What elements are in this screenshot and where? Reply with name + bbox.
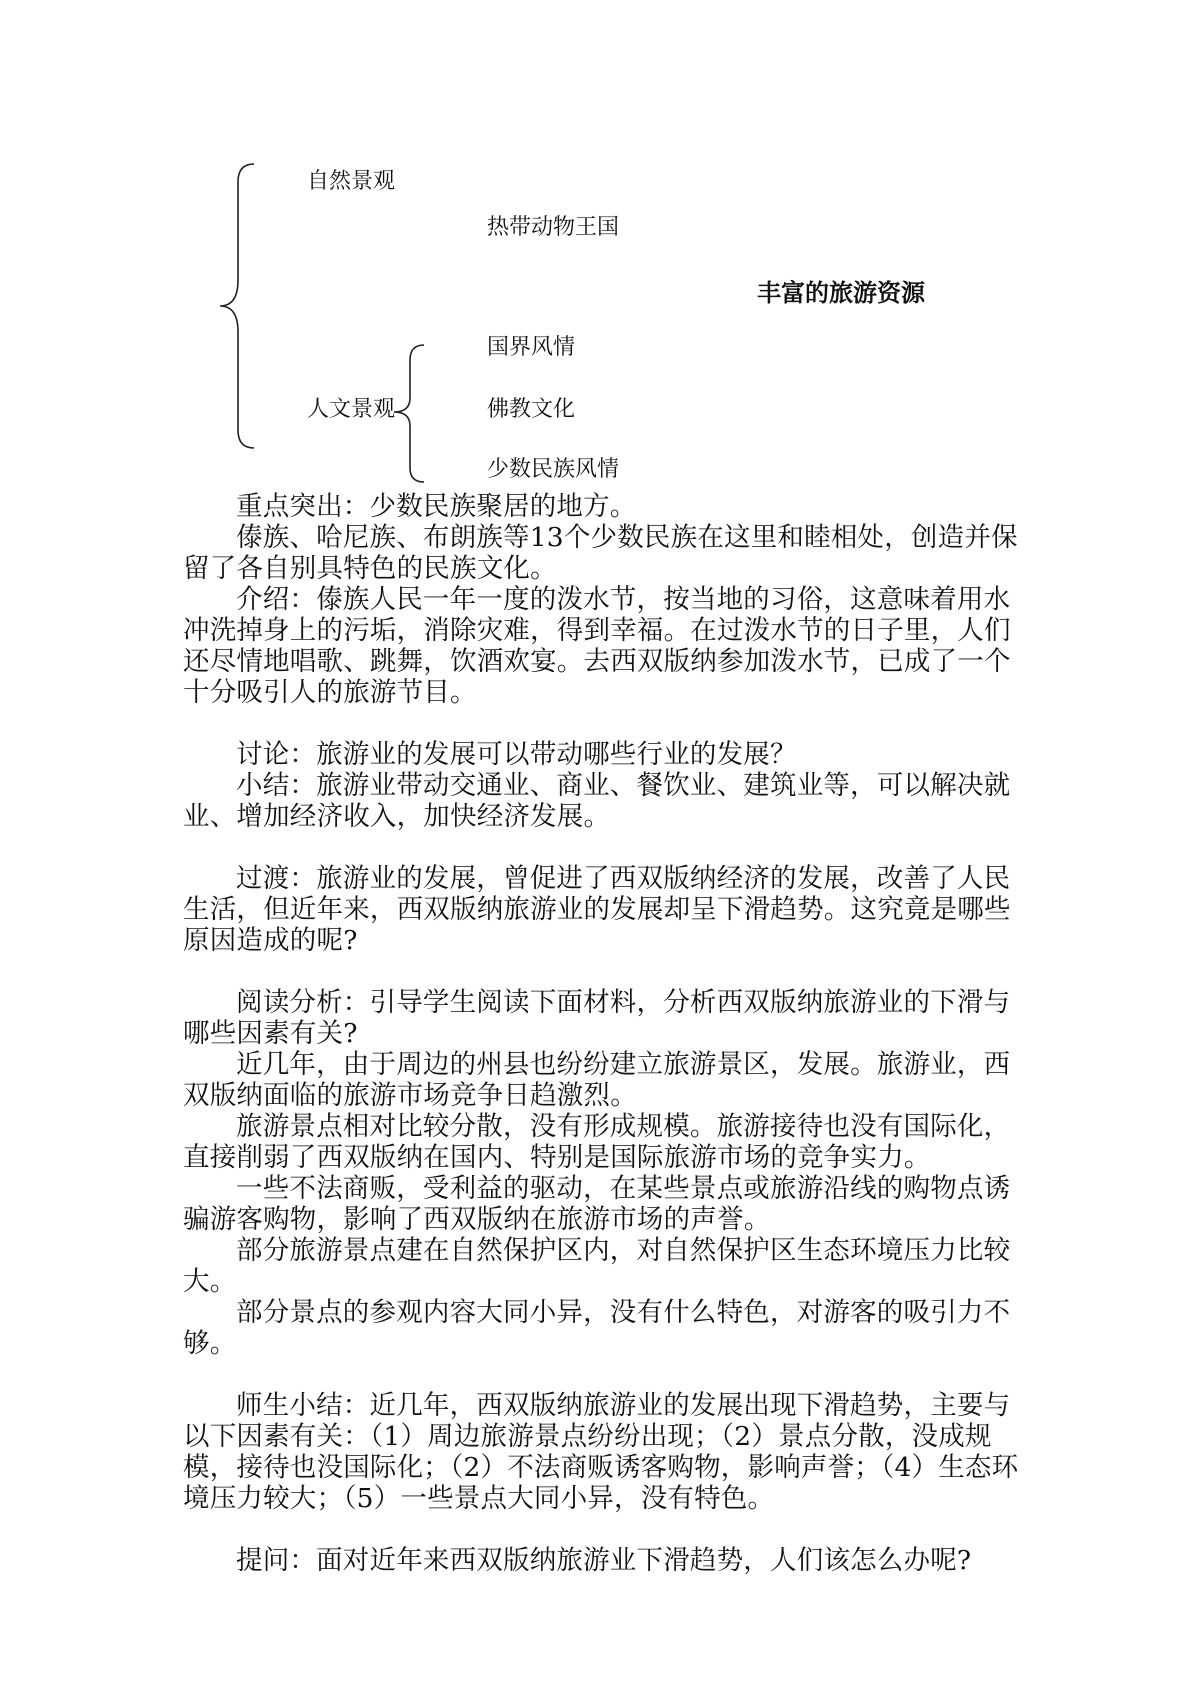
- cultural-item-buddhist-culture: 佛教文化: [487, 397, 576, 422]
- spacer: [183, 1514, 1023, 1545]
- paragraph-summary: 小结：旅游业带动交通业、商业、餐饮业、建筑业等，可以解决就业、增加经济收入，加快经济发展。: [183, 770, 1011, 832]
- cultural-item-border-customs: 国界风情: [487, 335, 576, 360]
- paragraph-similar-sites: 部分景点的参观内容大同小异，没有什么特色，对游客的吸引力不够。: [183, 1297, 1011, 1359]
- paragraph-key-point: 重点突出：少数民族聚居的地方。: [236, 491, 637, 522]
- body-text: [183, 491, 1023, 1576]
- paragraph-reading-analysis: 阅读分析：引导学生阅读下面材料，分析西双版纳旅游业的下滑与哪些因素有关?: [183, 987, 1011, 1049]
- diagram-title: 丰富的旅游资源: [757, 279, 925, 307]
- paragraph-discussion: 讨论：旅游业的发展可以带动哪些行业的发展？: [236, 739, 797, 770]
- natural-item-tropical-animals: 热带动物王国: [487, 215, 620, 240]
- spacer: [183, 708, 1023, 739]
- natural-landscape-label: 自然景观: [307, 169, 396, 194]
- brace-graphics: [0, 0, 600, 500]
- paragraph-water-festival: 介绍：傣族人民一年一度的泼水节，按当地的习俗，这意味着用水冲洗掉身上的污垢，消除灾难，得到幸福。在过泼水节的日子里，人们还尽情地唱歌、跳舞，饮酒欢宴。去西双版纳参加泼水节，已成了一个十分吸引人的旅游节目。: [183, 584, 1011, 708]
- inner-brace: [394, 345, 424, 482]
- spacer: [183, 1359, 1023, 1390]
- paragraph-ethnic-groups: 傣族、哈尼族、布朗族等13个少数民族在这里和睦相处，创造并保留了各自别具特色的民族文化。: [183, 522, 1018, 584]
- spacer: [183, 956, 1023, 987]
- cultural-landscape-label: 人文景观: [307, 397, 396, 422]
- spacer: [183, 832, 1023, 863]
- cultural-item-ethnic-customs: 少数民族风情: [487, 457, 620, 482]
- paragraph-competition: 近几年，由于周边的州县也纷纷建立旅游景区，发展。旅游业，西双版纳面临的旅游市场竞争日趋激烈。: [183, 1049, 1011, 1111]
- paragraph-conclusion: 师生小结：近几年，西双版纳旅游业的发展出现下滑趋势，主要与以下因素有关：（1）周边旅游景点纷纷出现；（2）景点分散，没成规模，接待也没国际化；（2）不法商贩诱客购物，影响声誉；（4）生态环境压力较大；（5）一些景点大同小异，没有特色。: [183, 1390, 1019, 1514]
- paragraph-question: 提问：面对近年来西双版纳旅游业下滑趋势，人们该怎么办呢?: [236, 1545, 972, 1576]
- paragraph-scattered-sites: 旅游景点相对比较分散，没有形成规模。旅游接待也没有国际化，直接削弱了西双版纳在国内、特别是国际旅游市场的竞争实力。: [183, 1111, 1011, 1173]
- paragraph-environment: 部分旅游景点建在自然保护区内，对自然保护区生态环境压力比较大。: [183, 1235, 1011, 1297]
- tourism-resources-diagram: [0, 0, 1191, 500]
- outer-brace: [220, 164, 254, 448]
- paragraph-transition: 过渡：旅游业的发展，曾促进了西双版纳经济的发展，改善了人民生活，但近年来，西双版纳旅游业的发展却呈下滑趋势。这究竟是哪些原因造成的呢?: [183, 863, 1011, 956]
- paragraph-illegal-vendors: 一些不法商贩，受利益的驱动，在某些景点或旅游沿线的购物点诱骗游客购物，影响了西双版纳在旅游市场的声誉。: [183, 1173, 1011, 1235]
